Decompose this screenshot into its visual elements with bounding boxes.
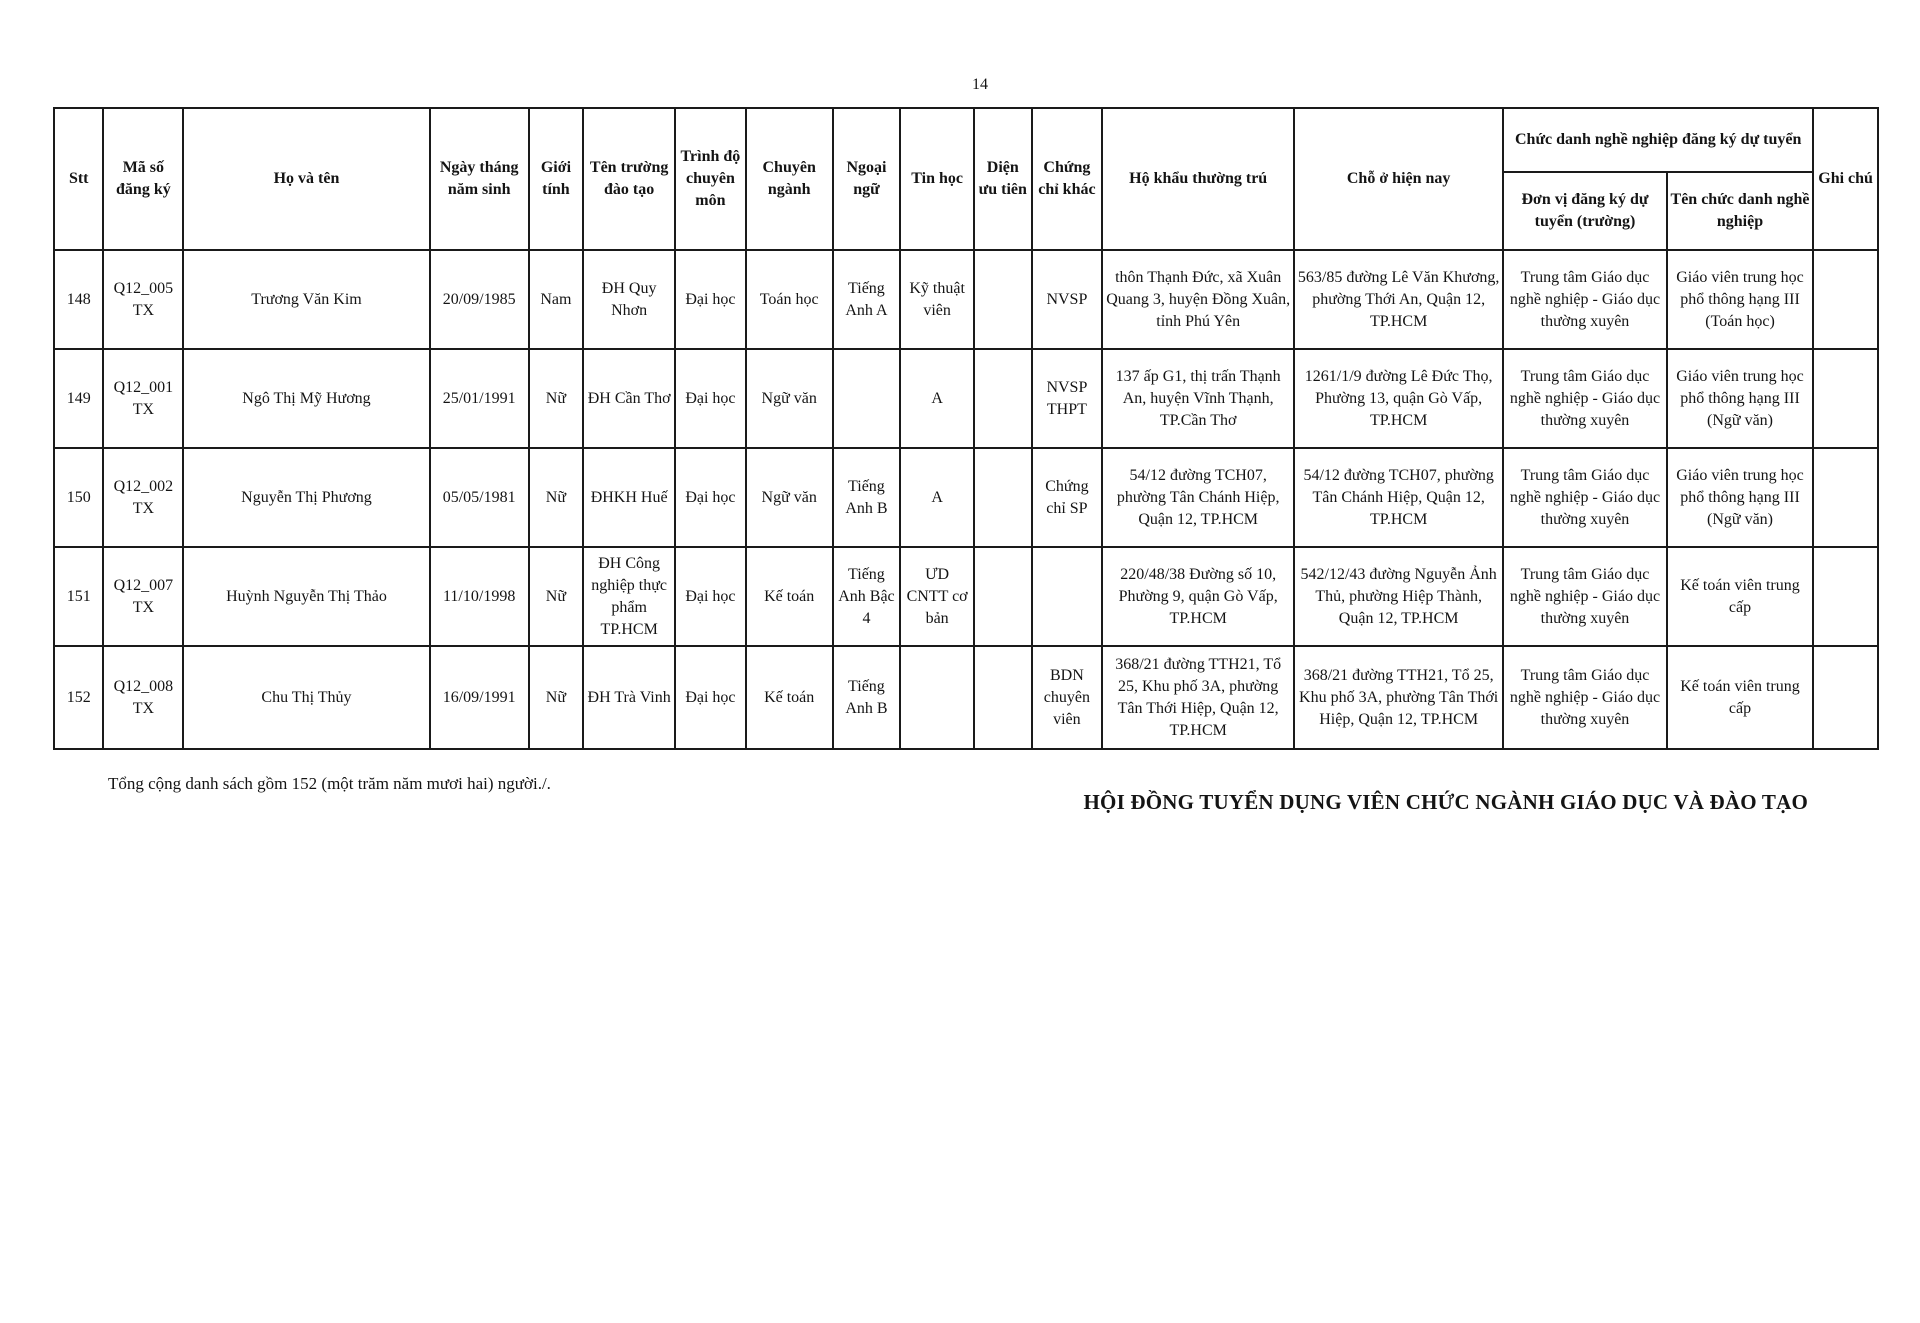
- cell-ngay-sinh: 20/09/1985: [430, 250, 529, 349]
- cell-don-vi: Trung tâm Giáo dục nghề nghiệp - Giáo dục thường xuyên: [1503, 646, 1667, 749]
- cell-tin-hoc: A: [900, 349, 974, 448]
- header-dien-uu-tien: Diện ưu tiên: [974, 108, 1032, 250]
- cell-dien-uu-tien: [974, 250, 1032, 349]
- cell-trinh-do: Đại học: [675, 547, 746, 646]
- table-body: [54, 250, 1878, 749]
- cell-chuyen-nganh: Toán học: [746, 250, 833, 349]
- cell-ngoai-ngu: Tiếng Anh Bậc 4: [833, 547, 901, 646]
- cell-ho-ten: Chu Thị Thủy: [183, 646, 429, 749]
- header-ma-so: Mã số đăng ký: [103, 108, 183, 250]
- table-row: [54, 646, 1878, 749]
- header-ghi-chu: Ghi chú: [1813, 108, 1878, 250]
- cell-ngoai-ngu: [833, 349, 901, 448]
- cell-don-vi: Trung tâm Giáo dục nghề nghiệp - Giáo dục thường xuyên: [1503, 547, 1667, 646]
- cell-ho-khau: thôn Thạnh Đức, xã Xuân Quang 3, huyện Đồng Xuân, tỉnh Phú Yên: [1102, 250, 1294, 349]
- cell-ngoai-ngu: Tiếng Anh A: [833, 250, 901, 349]
- header-trinh-do: Trình độ chuyên môn: [675, 108, 746, 250]
- table-header: [54, 108, 1878, 250]
- cell-tin-hoc: ƯD CNTT cơ bản: [900, 547, 974, 646]
- cell-stt: 151: [54, 547, 103, 646]
- table-row: [54, 547, 1878, 646]
- header-tin-hoc: Tin học: [900, 108, 974, 250]
- cell-chung-chi: NVSP THPT: [1032, 349, 1103, 448]
- cell-ho-khau: 137 ấp G1, thị trấn Thạnh An, huyện Vĩnh Thạnh, TP.Cần Thơ: [1102, 349, 1294, 448]
- cell-chung-chi: Chứng chỉ SP: [1032, 448, 1103, 547]
- cell-gioi-tinh: Nữ: [529, 349, 584, 448]
- cell-ten-truong: ĐH Công nghiệp thực phẩm TP.HCM: [583, 547, 675, 646]
- cell-chuyen-nganh: Ngữ văn: [746, 448, 833, 547]
- candidate-table: [53, 107, 1879, 750]
- cell-ma-so: Q12_005 TX: [103, 250, 183, 349]
- cell-stt: 152: [54, 646, 103, 749]
- header-chung-chi: Chứng chỉ khác: [1032, 108, 1103, 250]
- cell-stt: 148: [54, 250, 103, 349]
- cell-cho-o: 1261/1/9 đường Lê Đức Thọ, Phường 13, quận Gò Vấp, TP.HCM: [1294, 349, 1503, 448]
- cell-ngay-sinh: 16/09/1991: [430, 646, 529, 749]
- table-row: [54, 250, 1878, 349]
- cell-don-vi: Trung tâm Giáo dục nghề nghiệp - Giáo dục thường xuyên: [1503, 349, 1667, 448]
- cell-ho-ten: Ngô Thị Mỹ Hương: [183, 349, 429, 448]
- cell-ngay-sinh: 25/01/1991: [430, 349, 529, 448]
- cell-cho-o: 368/21 đường TTH21, Tổ 25, Khu phố 3A, phường Tân Thới Hiệp, Quận 12, TP.HCM: [1294, 646, 1503, 749]
- cell-ghi-chu: [1813, 646, 1878, 749]
- cell-dien-uu-tien: [974, 349, 1032, 448]
- cell-ho-khau: 368/21 đường TTH21, Tổ 25, Khu phố 3A, phường Tân Thới Hiệp, Quận 12, TP.HCM: [1102, 646, 1294, 749]
- cell-ten-truong: ĐH Quy Nhơn: [583, 250, 675, 349]
- header-ngay-sinh: Ngày tháng năm sinh: [430, 108, 529, 250]
- cell-ten-chuc-danh: Kế toán viên trung cấp: [1667, 547, 1813, 646]
- header-ngoai-ngu: Ngoại ngữ: [833, 108, 901, 250]
- header-chuc-danh-group: Chức danh nghề nghiệp đăng ký dự tuyển: [1503, 108, 1813, 172]
- cell-trinh-do: Đại học: [675, 250, 746, 349]
- cell-chung-chi: NVSP: [1032, 250, 1103, 349]
- cell-dien-uu-tien: [974, 646, 1032, 749]
- header-ten-truong: Tên trường đào tạo: [583, 108, 675, 250]
- cell-ghi-chu: [1813, 448, 1878, 547]
- cell-gioi-tinh: Nữ: [529, 547, 584, 646]
- cell-ngay-sinh: 05/05/1981: [430, 448, 529, 547]
- cell-chung-chi: [1032, 547, 1103, 646]
- table-row: [54, 349, 1878, 448]
- cell-cho-o: 54/12 đường TCH07, phường Tân Chánh Hiệp, Quận 12, TP.HCM: [1294, 448, 1503, 547]
- cell-chuyen-nganh: Kế toán: [746, 646, 833, 749]
- cell-dien-uu-tien: [974, 448, 1032, 547]
- header-chuyen-nganh: Chuyên ngành: [746, 108, 833, 250]
- cell-tin-hoc: A: [900, 448, 974, 547]
- cell-stt: 149: [54, 349, 103, 448]
- cell-don-vi: Trung tâm Giáo dục nghề nghiệp - Giáo dục thường xuyên: [1503, 250, 1667, 349]
- header-stt: Stt: [54, 108, 103, 250]
- page-number: 14: [972, 76, 988, 93]
- cell-stt: 150: [54, 448, 103, 547]
- cell-ho-ten: Nguyễn Thị Phương: [183, 448, 429, 547]
- cell-ghi-chu: [1813, 349, 1878, 448]
- cell-ma-so: Q12_007 TX: [103, 547, 183, 646]
- list-total-note: Tổng cộng danh sách gồm 152 (một trăm năm mươi hai) người./.: [108, 774, 551, 793]
- cell-ten-truong: ĐHKH Huế: [583, 448, 675, 547]
- council-title: HỘI ĐỒNG TUYỂN DỤNG VIÊN CHỨC NGÀNH GIÁO DỤC VÀ ĐÀO TẠO: [1083, 790, 1808, 814]
- cell-gioi-tinh: Nữ: [529, 448, 584, 547]
- cell-trinh-do: Đại học: [675, 646, 746, 749]
- cell-tin-hoc: Kỹ thuật viên: [900, 250, 974, 349]
- cell-ngoai-ngu: Tiếng Anh B: [833, 448, 901, 547]
- cell-ho-ten: Trương Văn Kim: [183, 250, 429, 349]
- cell-dien-uu-tien: [974, 547, 1032, 646]
- cell-ngoai-ngu: Tiếng Anh B: [833, 646, 901, 749]
- cell-ho-khau: 220/48/38 Đường số 10, Phường 9, quận Gò Vấp, TP.HCM: [1102, 547, 1294, 646]
- header-cho-o: Chỗ ở hiện nay: [1294, 108, 1503, 250]
- cell-ten-chuc-danh: Giáo viên trung học phổ thông hạng III (Ngữ văn): [1667, 349, 1813, 448]
- cell-ghi-chu: [1813, 547, 1878, 646]
- cell-ten-chuc-danh: Kế toán viên trung cấp: [1667, 646, 1813, 749]
- cell-cho-o: 542/12/43 đường Nguyễn Ảnh Thủ, phường Hiệp Thành, Quận 12, TP.HCM: [1294, 547, 1503, 646]
- cell-chuyen-nganh: Kế toán: [746, 547, 833, 646]
- cell-ten-chuc-danh: Giáo viên trung học phổ thông hạng III (Toán học): [1667, 250, 1813, 349]
- cell-ten-chuc-danh: Giáo viên trung học phổ thông hạng III (Ngữ văn): [1667, 448, 1813, 547]
- cell-gioi-tinh: Nữ: [529, 646, 584, 749]
- header-ho-khau: Hộ khẩu thường trú: [1102, 108, 1294, 250]
- cell-ma-so: Q12_002 TX: [103, 448, 183, 547]
- cell-chung-chi: BDN chuyên viên: [1032, 646, 1103, 749]
- header-don-vi: Đơn vị đăng ký dự tuyển (trường): [1503, 172, 1667, 250]
- cell-cho-o: 563/85 đường Lê Văn Khương, phường Thới An, Quận 12, TP.HCM: [1294, 250, 1503, 349]
- cell-trinh-do: Đại học: [675, 448, 746, 547]
- cell-ho-ten: Huỳnh Nguyễn Thị Thảo: [183, 547, 429, 646]
- cell-ngay-sinh: 11/10/1998: [430, 547, 529, 646]
- cell-ma-so: Q12_001 TX: [103, 349, 183, 448]
- cell-ho-khau: 54/12 đường TCH07, phường Tân Chánh Hiệp, Quận 12, TP.HCM: [1102, 448, 1294, 547]
- cell-gioi-tinh: Nam: [529, 250, 584, 349]
- header-ho-ten: Họ và tên: [183, 108, 429, 250]
- cell-ten-truong: ĐH Cần Thơ: [583, 349, 675, 448]
- header-gioi-tinh: Giới tính: [529, 108, 584, 250]
- header-ten-chuc-danh: Tên chức danh nghề nghiệp: [1667, 172, 1813, 250]
- table-row: [54, 448, 1878, 547]
- cell-ten-truong: ĐH Trà Vinh: [583, 646, 675, 749]
- cell-tin-hoc: [900, 646, 974, 749]
- cell-ghi-chu: [1813, 250, 1878, 349]
- cell-ma-so: Q12_008 TX: [103, 646, 183, 749]
- cell-don-vi: Trung tâm Giáo dục nghề nghiệp - Giáo dục thường xuyên: [1503, 448, 1667, 547]
- cell-chuyen-nganh: Ngữ văn: [746, 349, 833, 448]
- cell-trinh-do: Đại học: [675, 349, 746, 448]
